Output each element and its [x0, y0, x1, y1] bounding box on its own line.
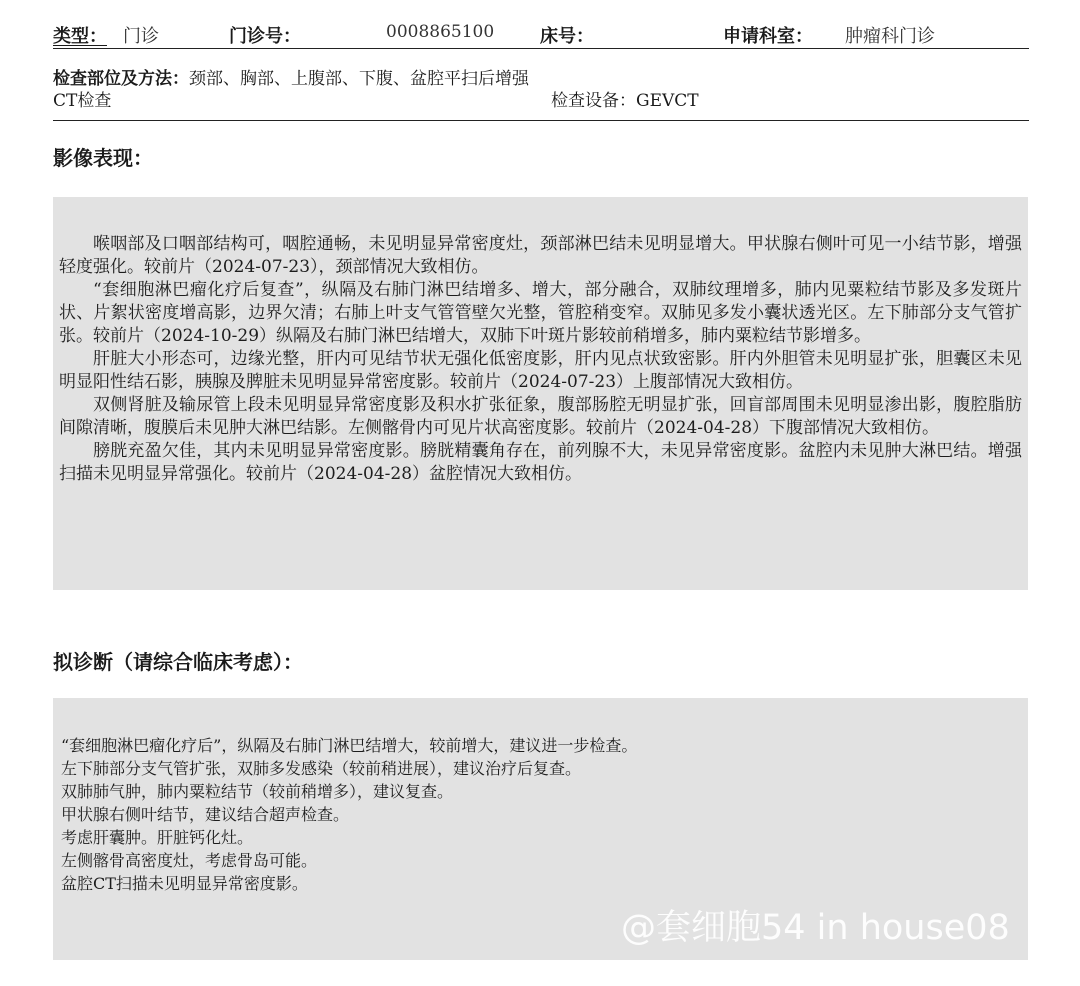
findings-paragraph-pelvis: 膀胱充盈欠佳，其内未见明显异常密度影。膀胱精囊角存在，前列腺不大，未见异常密度影。盆腔内未见肿大淋巴结。增强扫描未见明显异常强化。较前片（2024-04-28）盆腔情况大致相仿。 [59, 441, 1022, 484]
findings-paragraph-neck: 喉咽部及口咽部结构可，咽腔通畅，未见明显异常密度灶，颈部淋巴结未见明显增大。甲状腺右侧叶可见一小结节影，增强轻度强化。较前片（2024-07-23），颈部情况大致相仿。 [59, 234, 1022, 277]
dept-value: 肿瘤科门诊 [845, 26, 935, 47]
patient-info-row [53, 18, 1029, 49]
clinic-no-label: 门诊号： [229, 26, 301, 47]
diagnosis-title: 拟诊断（请综合临床考虑）： [53, 650, 303, 674]
diagnosis-line: 双肺肺气肿，肺内粟粒结节（较前稍增多），建议复查。 [61, 782, 454, 801]
findings-title: 影像表现： [53, 146, 153, 170]
exam-info-row [53, 68, 1029, 121]
bed-label: 床号： [540, 26, 594, 47]
findings-paragraph-lower-abdomen: 双侧肾脏及输尿管上段未见明显异常密度影及积水扩张征象，腹部肠腔无明显扩张，回盲部周围未见明显渗出影，腹腔脂肪间隙清晰，腹膜后未见肿大淋巴结影。左侧髂骨内可见片状高密度影。较前片（2024-04-28）下腹部情况大致相仿。 [59, 395, 1022, 438]
exam-device [551, 86, 699, 111]
findings-paragraph-chest: “套细胞淋巴瘤化疗后复查”，纵隔及右肺门淋巴结增多、增大，部分融合，双肺纹理增多，肺内见粟粒结节影及多发斑片状、片絮状密度增高影，边界欠清；右肺上叶支气管管壁欠光整，管腔稍变窄。双肺见多发小囊状透光区。左下肺部分支气管扩张。较前片（2024-10-29）纵隔及右肺门淋巴结增大，双肺下叶斑片影较前稍增多，肺内粟粒结节影增多。 [59, 280, 1022, 346]
diagnosis-line: 左下肺部分支气管扩张，双肺多发感染（较前稍进展），建议治疗后复查。 [61, 759, 582, 778]
diagnosis-line: 考虑肝囊肿。肝脏钙化灶。 [61, 828, 254, 847]
dept-label: 申请科室： [723, 26, 813, 47]
diagnosis-line: 盆腔CT扫描未见明显异常密度影。 [61, 874, 308, 893]
findings-box [53, 197, 1028, 590]
diagnosis-line: 左侧髂骨高密度灶，考虑骨岛可能。 [61, 851, 318, 870]
exam-method-value: 颈部、胸部、上腹部、下腹、盆腔平扫后增强CT检查 [53, 69, 529, 111]
watermark: @套细胞54 in house08 [621, 908, 1010, 948]
type-value: 门诊 [123, 26, 159, 47]
diagnosis-line: “套细胞淋巴瘤化疗后”，纵隔及右肺门淋巴结增大，较前增大，建议进一步检查。 [61, 736, 638, 755]
exam-method-label: 检查部位及方法： [53, 69, 189, 89]
clinic-no-value: 0008865100 [386, 22, 495, 42]
findings-paragraph-upper-abdomen: 肝脏大小形态可，边缘光整，肝内可见结节状无强化低密度影，肝内见点状致密影。肝内外胆管未见明显扩张，胆囊区未见明显阳性结石影，胰腺及脾脏未见明显异常密度影。较前片（2024-07-23）上腹部情况大致相仿。 [59, 349, 1022, 392]
exam-device-value: GEVCT [636, 91, 699, 111]
exam-method [53, 68, 538, 112]
exam-device-label: 检查设备： [551, 91, 636, 111]
diagnosis-line: 甲状腺右侧叶结节，建议结合超声检查。 [61, 805, 350, 824]
type-label: 类型： [53, 26, 107, 47]
